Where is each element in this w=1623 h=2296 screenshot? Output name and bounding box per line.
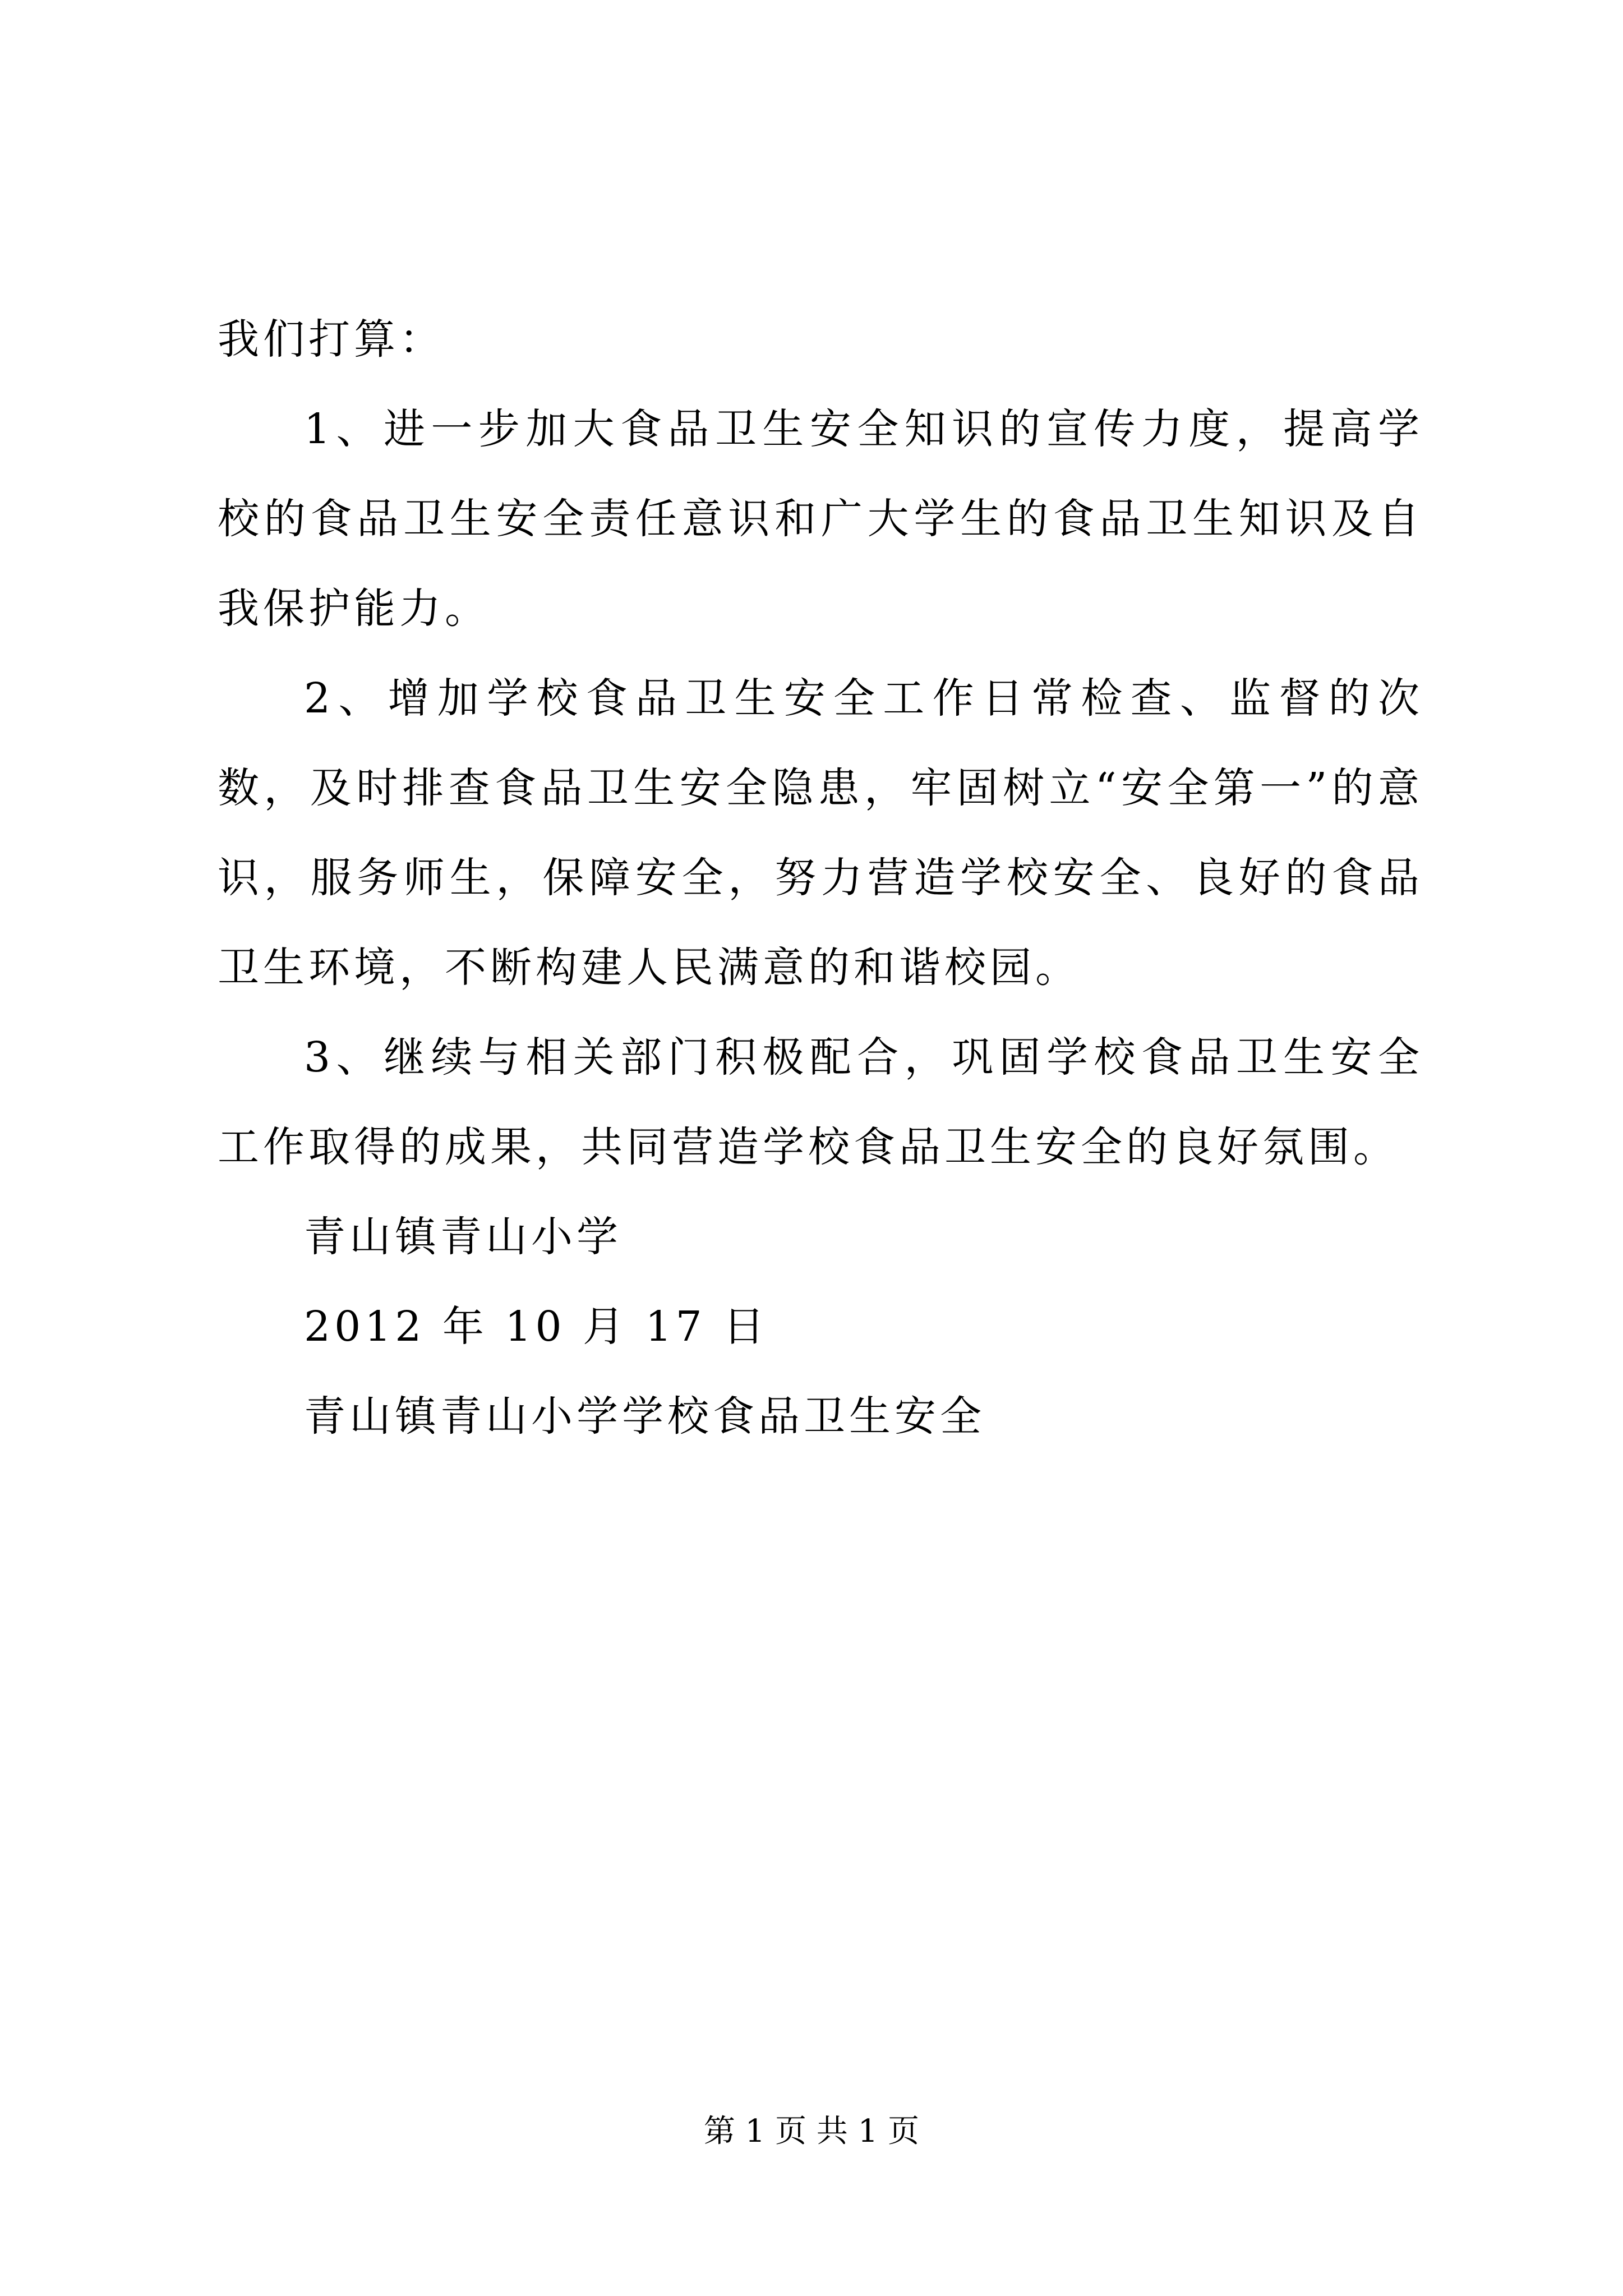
plan-item-2: 2、增加学校食品卫生安全工作日常检查、监督的次数，及时排查食品卫生安全隐患，牢固树立“安全第一”的意识，服务师生，保障安全，努力营造学校安全、良好的食品卫生环境，不断构建人民满意的和谐校园。 <box>218 674 1423 992</box>
signature-date: 2012 年 10 月 17 日 <box>304 1303 769 1351</box>
document-body <box>218 295 1423 1461</box>
document-title-line: 青山镇青山小学学校食品卫生安全 <box>304 1392 985 1441</box>
signature-organization: 青山镇青山小学 <box>304 1213 622 1261</box>
page-number-footer: 第 1 页 共 1 页 <box>703 2113 920 2150</box>
plan-item-3: 3、继续与相关部门积极配合，巩固学校食品卫生安全工作取得的成果，共同营造学校食品卫生安全的良好氛围。 <box>218 1033 1423 1171</box>
plan-item-1: 1、进一步加大食品卫生安全知识的宣传力度，提高学校的食品卫生安全责任意识和广大学生的食品卫生知识及自我保护能力。 <box>218 405 1423 633</box>
intro-line: 我们打算： <box>218 315 445 364</box>
